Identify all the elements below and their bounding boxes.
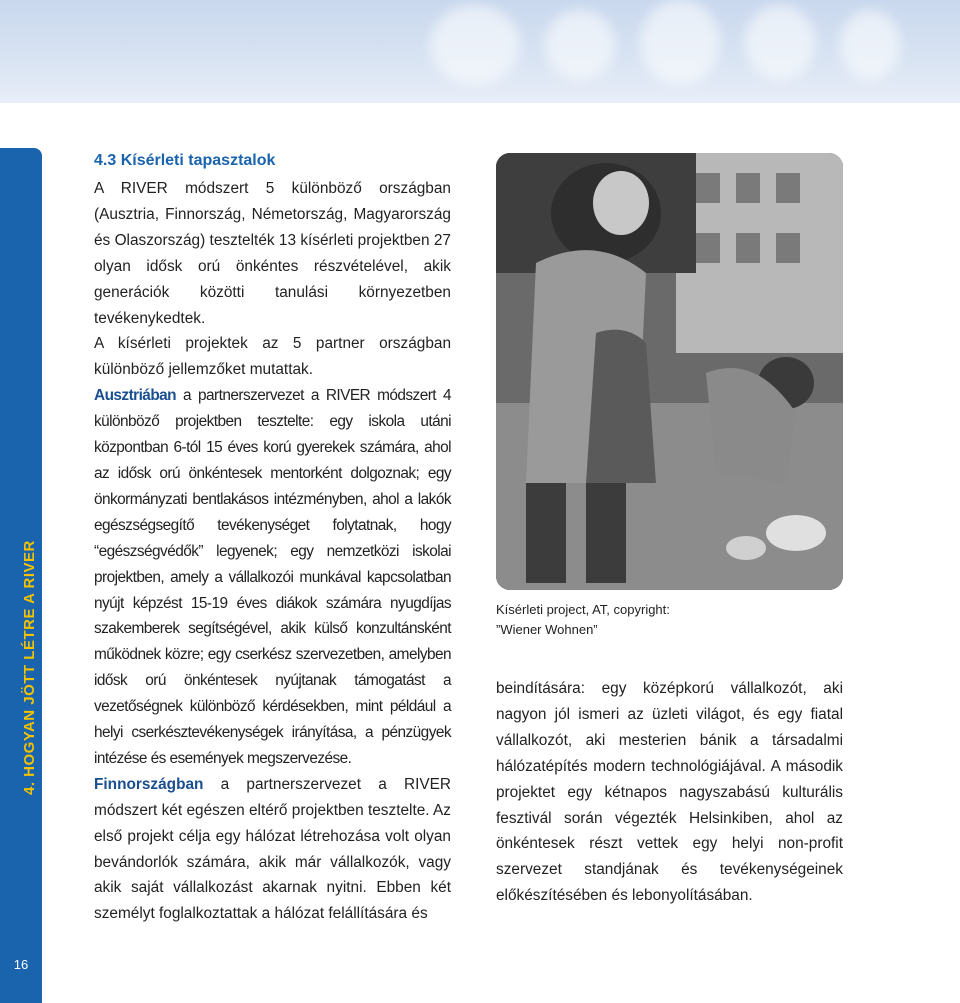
chapter-label: 4. HOGYAN JÖTT LÉTRE A RIVER: [21, 540, 38, 795]
intro-paragraph: A RIVER módszert 5 különböző országban (Ausztria, Finnország, Németország, Magyarország és Olaszország) tesztelték 13 kísérleti projektben 27 olyan idősk orú önkéntes részvételével, akik generációk közötti tanulási környezetben tevékenykedtek.: [94, 180, 451, 327]
header-banner: [0, 0, 960, 103]
project-photo: [496, 153, 843, 590]
caption-line-2: ”Wiener Wohnen”: [496, 622, 598, 637]
photo-caption: [496, 600, 843, 640]
intro-paragraph-2: A kísérleti projektek az 5 partner országban különböző jellemzőket mutattak.: [94, 335, 451, 379]
photo-illustration: [496, 153, 843, 590]
right-paragraph: beindítására: egy középkorú vállalkozót, aki nagyon jól ismeri az üzleti világot, és egy fiatal vállalkozót, aki mesterien bánik a társadalmi hálózatépítés modern technológiájával. A második projektet egy kétnapos nagyszabású kulturális fesztivál során végezték Helsinkiben, ahol az önkéntesek részt vettek egy helyi non-profit szervezet standjának és tevékenységeinek előkészítésében és lebonyolításában.: [496, 680, 843, 905]
finland-paragraph: Finnországban a partnerszervezet a RIVER módszert két egészen eltérő projektben tesztelte. Az első projekt célja egy hálózat létrehozása volt olyan bevándorlók számára, akik már vállalkozók, vagy akik saját vállalkozást akarnak nyitni. Ebben két személyt foglalkoztattak a hálózat felállítására és: [94, 775, 451, 923]
left-column: [94, 150, 451, 927]
austria-lead: Ausztriában: [94, 387, 177, 405]
caption-line-1: Kísérleti project, AT, copyright:: [496, 602, 670, 617]
austria-paragraph: Ausztriában a partnerszervezet a RIVER módszert 4 különböző projektben tesztelte: egy iskola utáni központban 6-tól 15 éves korú gyerekek számára, ahol az idősk orú önkéntesek mentorként dolgoznak; egy önkormányzati bentlakásos intézményben, ahol a lakók egészségsegítő tevékenységet folytatnak, hogy “egészségvédők” legyenek; egy nemzetközi iskolai projektben, amely a vállalkozói munkával kapcsolatban nyújt képzést 15-19 éves diákok számára nyugdíjas szakemberek segítségével, akik külső konzultánsként működnek közre; egy cserkész szervezetben, amelyben idősk orú önkéntesek nyújtanak támogatást a vezetőségnek különböző kérdésekben, mint például a helyi cserkésztevékenységek irányítása, a pénzügyek intézése és események megszervezése.: [94, 387, 451, 767]
finland-lead: Finnországban: [94, 775, 204, 793]
page-number: 16: [13, 957, 29, 972]
section-heading: 4.3 Kísérleti tapasztalok: [94, 152, 276, 169]
right-column: [496, 676, 843, 909]
